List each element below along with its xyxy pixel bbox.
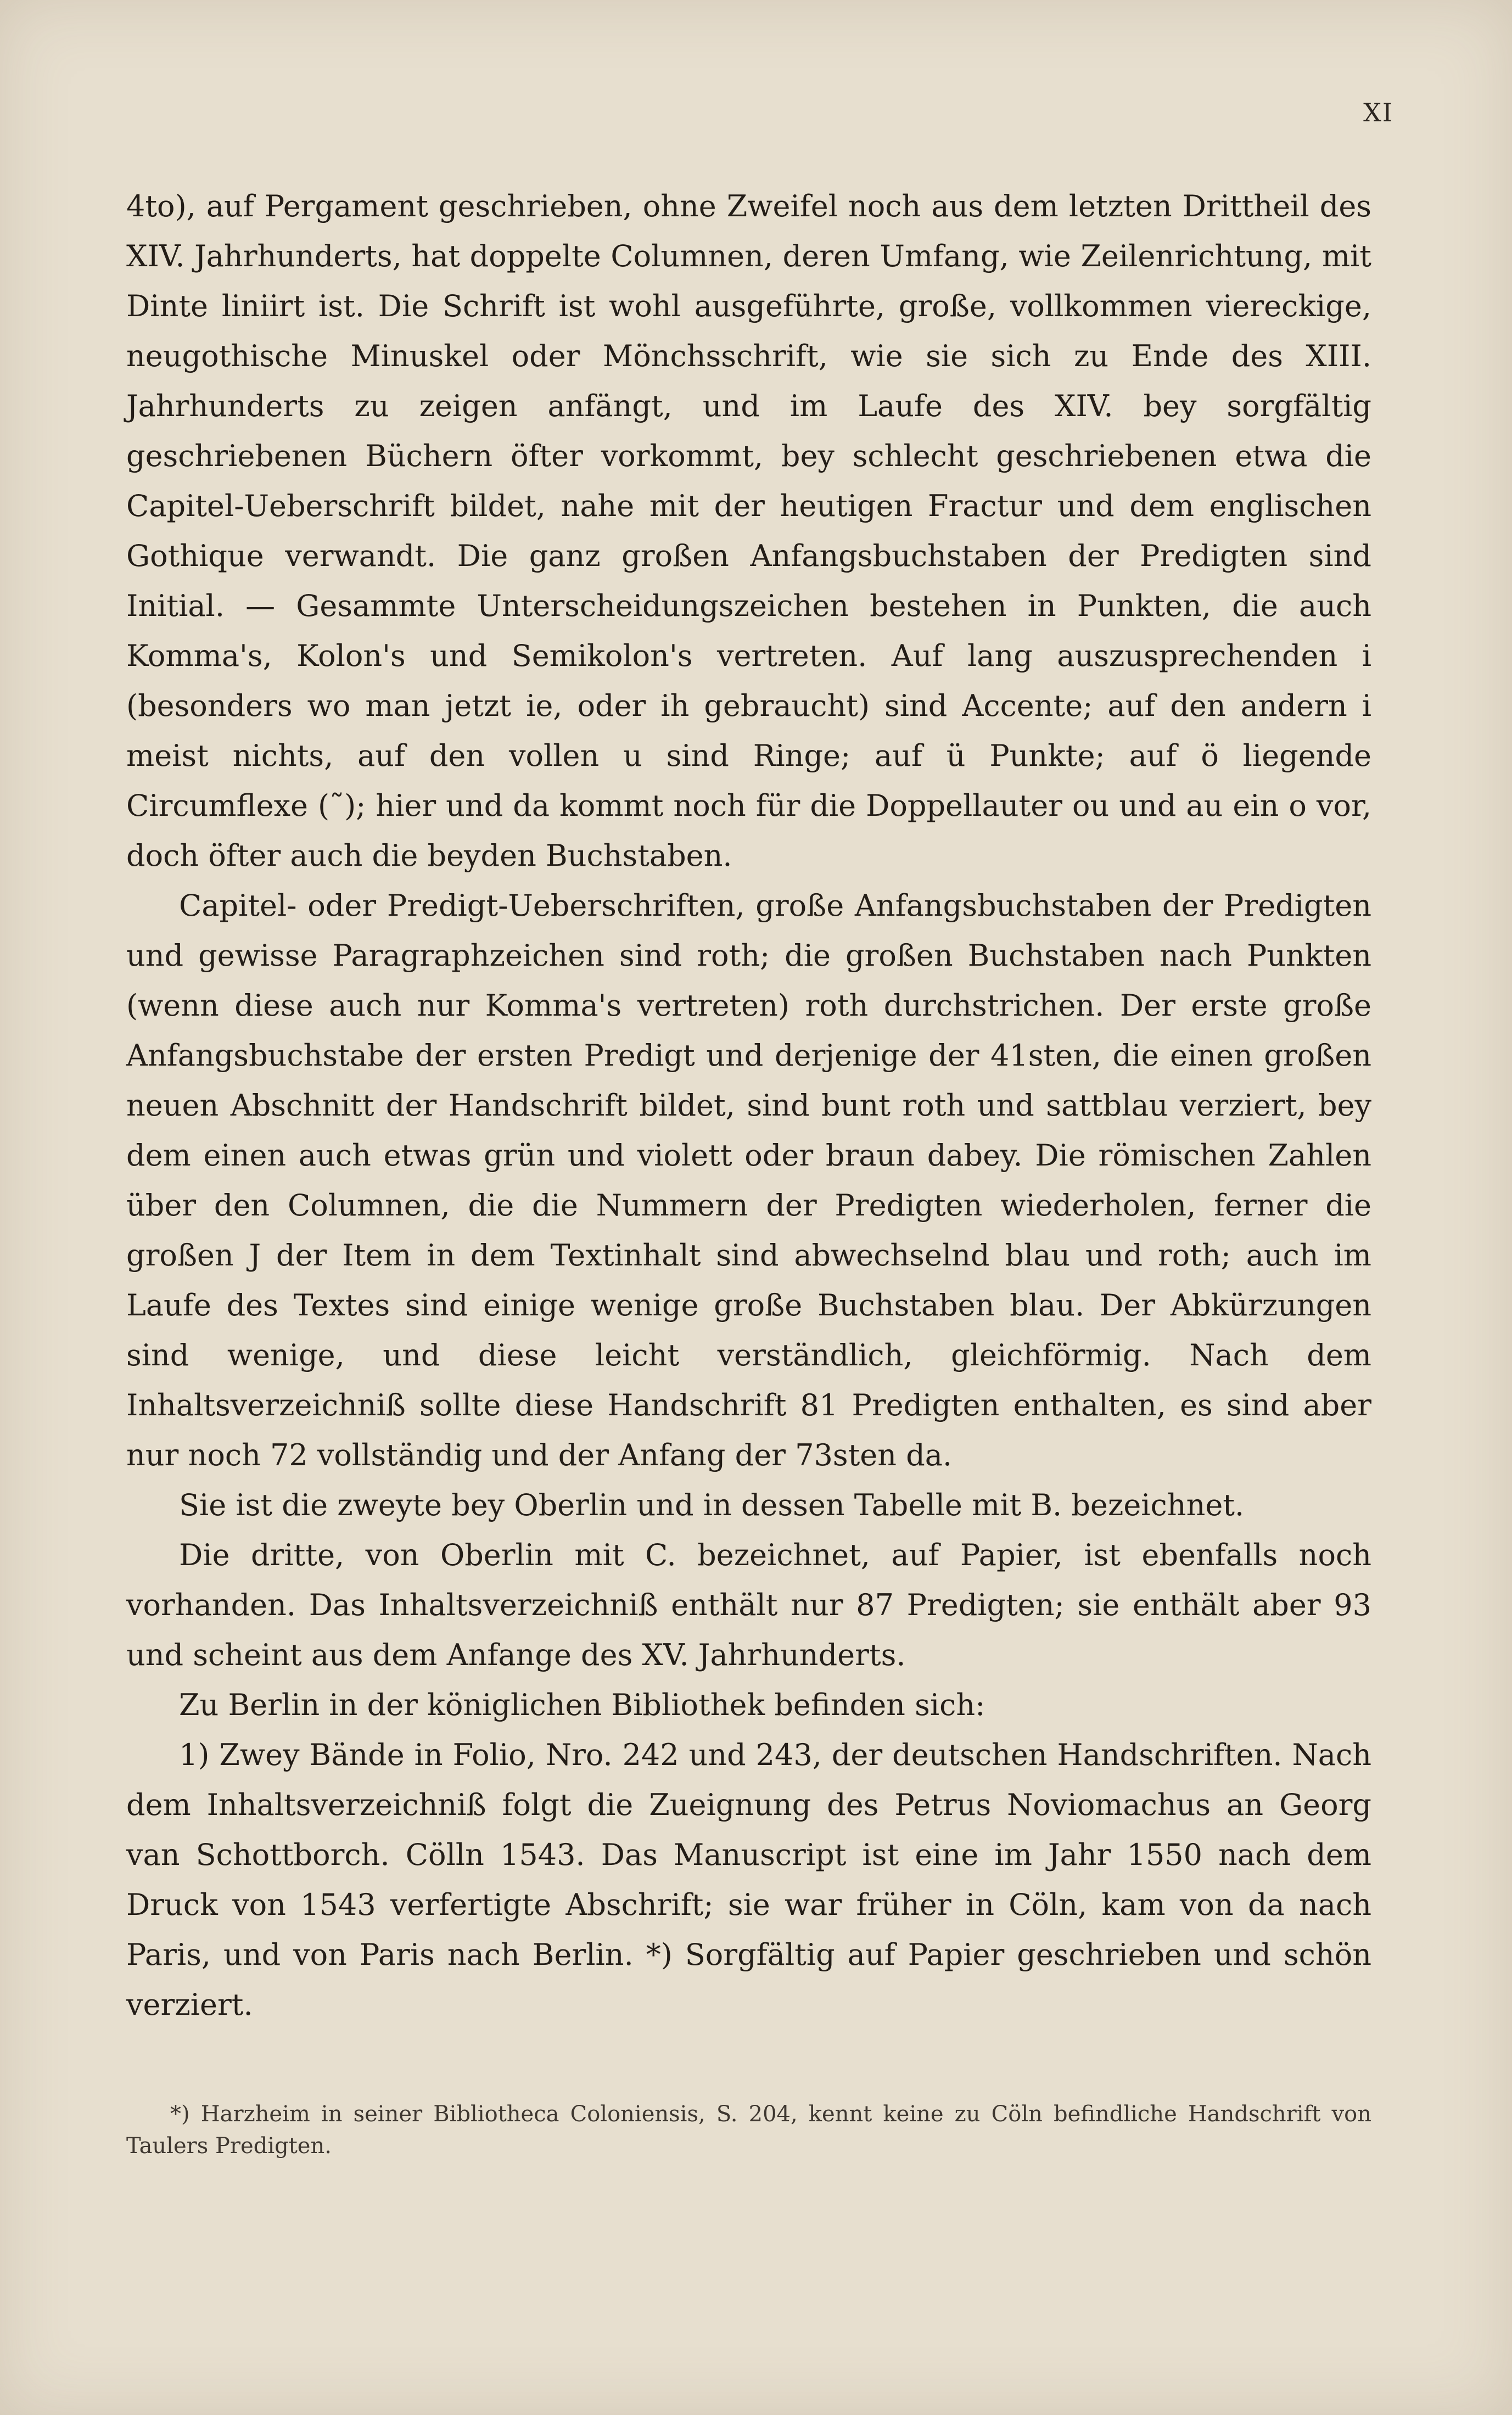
paragraph-2: Capitel- oder Predigt-Ueberschriften, große Anfangsbuchstaben der Predigten und gewisse Paragraphzeichen sind roth; die großen Buchstaben nach Punkten (wenn diese auch nur Komma's vertreten) roth durchstrichen. Der erste große Anfangsbuchstabe der ersten Predigt und derjenige der 41sten, die einen großen neuen Abschnitt der Handschrift bildet, sind bunt roth und sattblau verziert, bey dem einen auch etwas grün und violett oder braun dabey. Die römischen Zahlen über den Columnen, die die Nummern der Predigten wiederholen, ferner die großen J der Item in dem Textinhalt sind abwechselnd blau und roth; auch im Laufe des Textes sind einige wenige große Buchstaben blau. Der Abkürzungen sind wenige, und diese leicht verständlich, gleichförmig. Nach dem Inhaltsverzeichniß sollte diese Handschrift 81 Predigten enthalten, es sind aber nur noch 72 vollständig und der Anfang der 73sten da. <box>126 888 1371 1472</box>
paragraph-3: Sie ist die zweyte bey Oberlin und in dessen Tabelle mit B. bezeichnet. <box>179 1488 1245 1522</box>
paragraph-5: Zu Berlin in der königlichen Bibliothek befinden sich: <box>179 1688 985 1722</box>
footnote: *) Harzheim in seiner Bibliotheca Coloniensis, S. 204, kennt keine zu Cöln befindliche Handschrift von Taulers Predigten. <box>126 2102 1371 2159</box>
paragraph-4: Die dritte, von Oberlin mit C. bezeichnet, auf Papier, ist ebenfalls noch vorhanden. Das Inhaltsverzeichniß enthält nur 87 Predigten; sie enthält aber 93 und scheint aus dem Anfange des XV. Jahrhunderts. <box>126 1538 1371 1672</box>
body-text <box>126 181 1371 2030</box>
paragraph-6: 1) Zwey Bände in Folio, Nro. 242 und 243, der deutschen Handschriften. Nach dem Inhaltsverzeichniß folgt die Zueignung des Petrus Noviomachus an Georg van Schottborch. Cölln 1543. Das Manuscript ist eine im Jahr 1550 nach dem Druck von 1543 verfertigte Abschrift; sie war früher in Cöln, kam von da nach Paris, und von Paris nach Berlin. *) Sorgfältig auf Papier geschrieben und schön verziert. <box>126 1738 1371 2022</box>
page-number: XI <box>1363 98 1393 127</box>
paragraph-1: 4to), auf Pergament geschrieben, ohne Zweifel noch aus dem letzten Drittheil des XIV. Jahrhunderts, hat doppelte Columnen, deren Umfang, wie Zeilenrichtung, mit Dinte liniirt ist. Die Schrift ist wohl ausgeführte, große, vollkommen viereckige, neugothische Minuskel oder Mönchsschrift, wie sie sich zu Ende des XIII. Jahrhunderts zu zeigen anfängt, und im Laufe des XIV. bey sorgfältig geschriebenen Büchern öfter vorkommt, bey schlecht geschriebenen etwa die Capitel-Ueberschrift bildet, nahe mit der heutigen Fractur und dem englischen Gothique verwandt. Die ganz großen Anfangsbuchstaben der Predigten sind Initial. — Gesammte Unterscheidungszeichen bestehen in Punkten, die auch Komma's, Kolon's und Semikolon's vertreten. Auf lang auszusprechenden i (besonders wo man jetzt ie, oder ih gebraucht) sind Accente; auf den andern i meist nichts, auf den vollen u sind Ringe; auf ü Punkte; auf ö liegende Circumflexe (˜); hier und da kommt noch für die Doppellauter ou und au ein o vor, doch öfter auch die beyden Buchstaben. <box>126 189 1371 873</box>
